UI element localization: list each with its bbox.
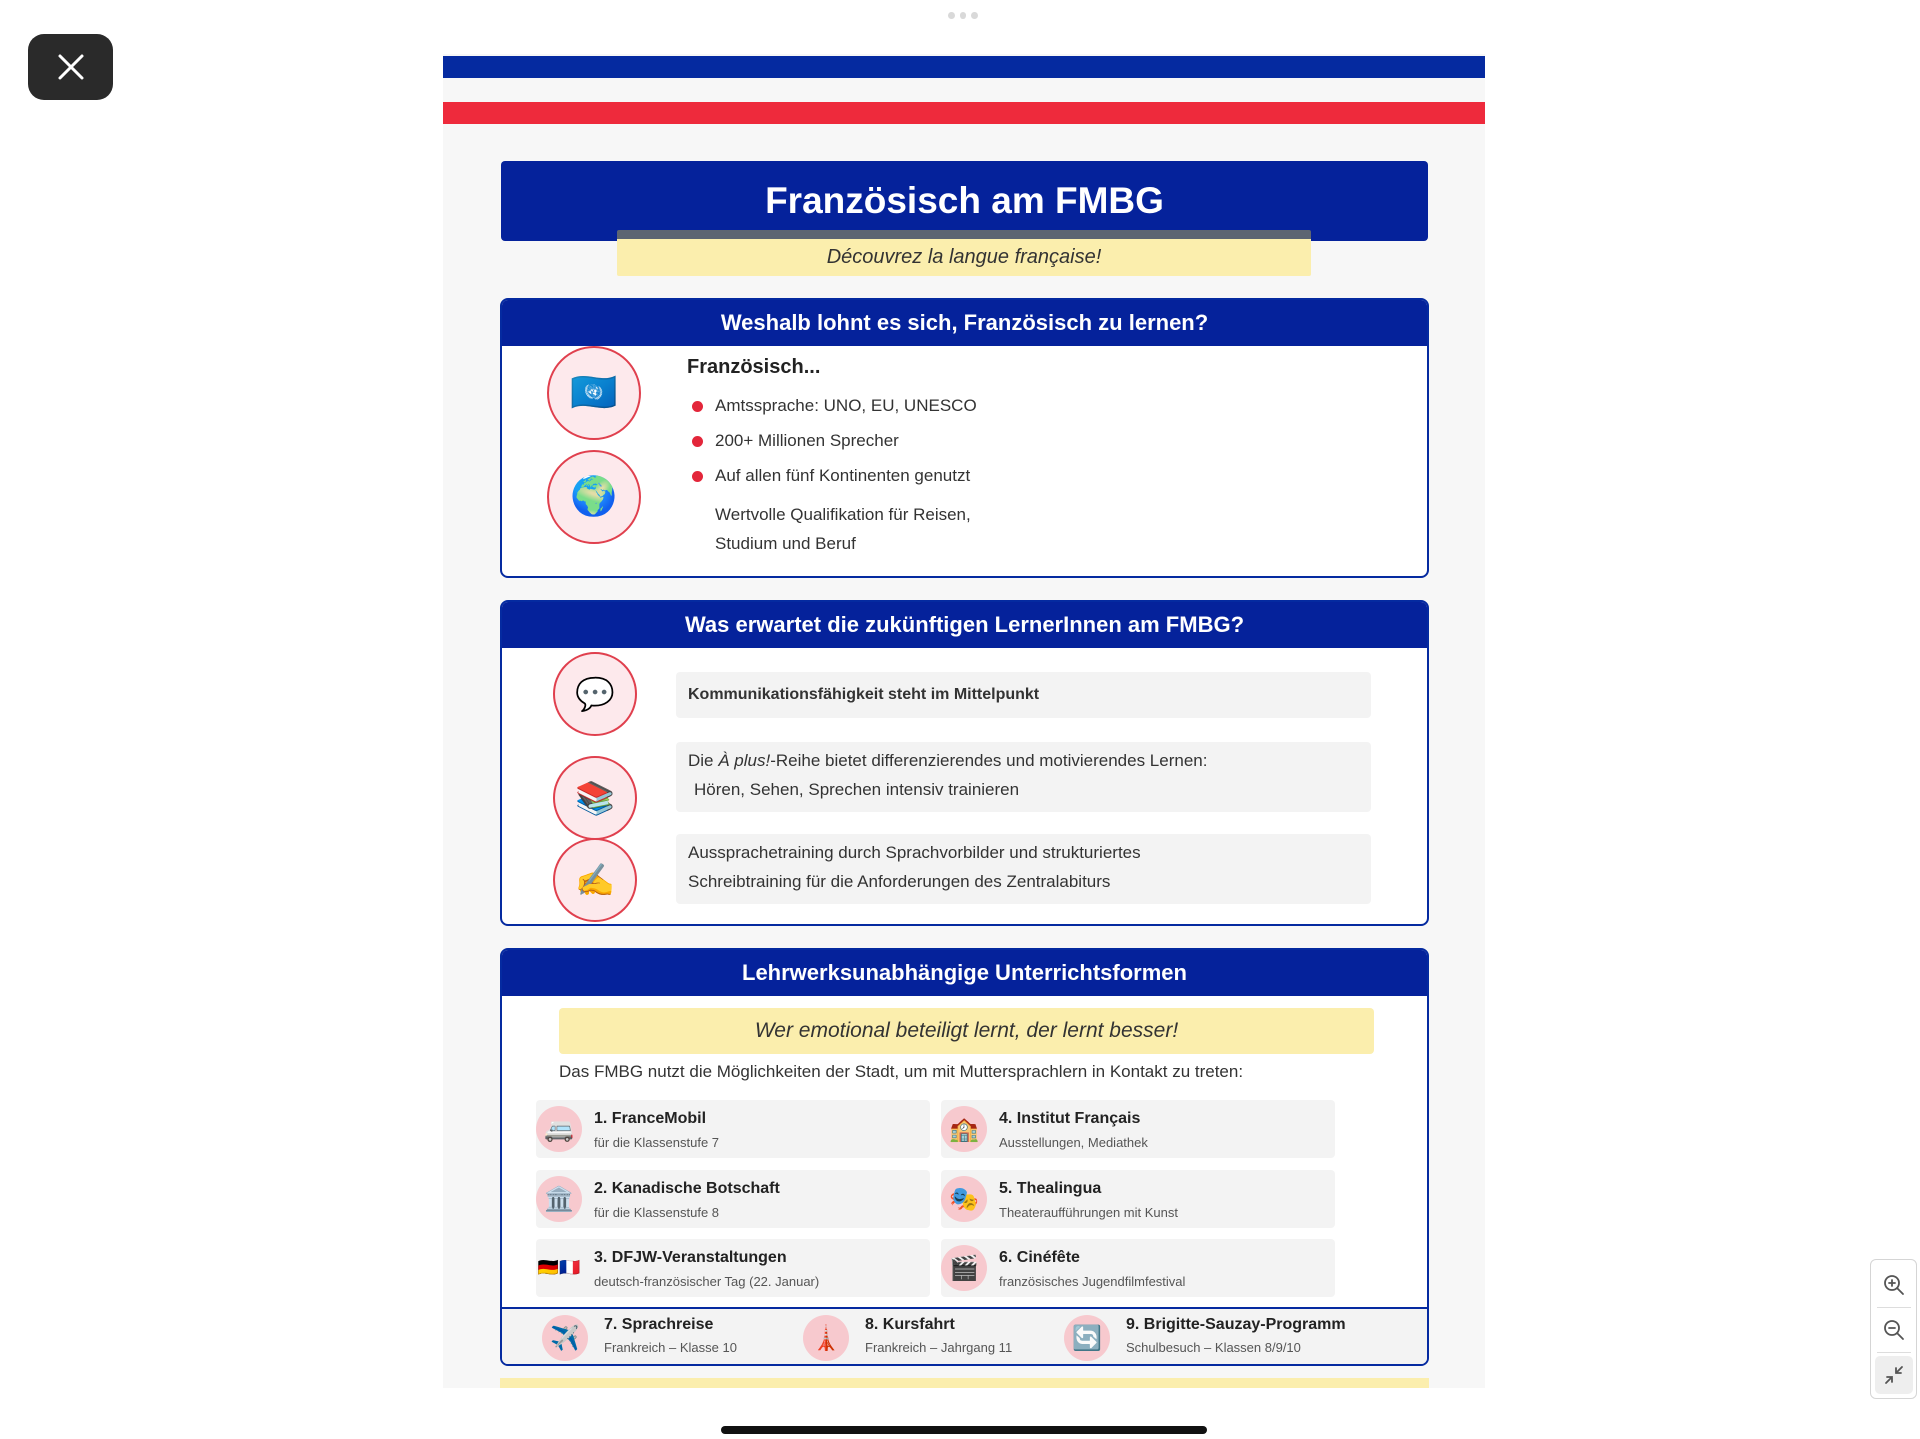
speech-bubble-icon: 💬 (553, 652, 637, 736)
section-why-french (500, 298, 1429, 578)
extra-line: Studium und Beruf (715, 534, 856, 553)
page-title: Französisch am FMBG (765, 180, 1164, 221)
home-indicator[interactable] (721, 1426, 1207, 1434)
writing-hand-icon: ✍️ (553, 838, 637, 922)
van-icon: 🚐 (536, 1106, 582, 1152)
exchange-icon: 🔄 (1064, 1315, 1110, 1361)
motto-banner: Wer emotional beteiligt lernt, der lernt besser! (559, 1008, 1374, 1054)
item-desc: für die Klassenstufe 7 (594, 1135, 720, 1150)
zoom-out-button[interactable] (1875, 1311, 1913, 1349)
item-desc: Theateraufführungen mit Kunst (999, 1205, 1178, 1220)
list-item (536, 1170, 930, 1228)
item-title: 4. Institut Français (999, 1110, 1141, 1127)
globe-icon: 🌍 (547, 450, 641, 544)
zoom-in-button[interactable] (1875, 1266, 1913, 1304)
list-item (941, 1100, 1335, 1158)
zoom-controls (1870, 1259, 1917, 1399)
divider (1877, 1352, 1911, 1353)
item-title: 6. Cinéfête (999, 1249, 1080, 1266)
close-icon (54, 50, 88, 84)
close-button[interactable] (28, 34, 113, 100)
collapse-icon (1882, 1363, 1906, 1387)
theater-masks-icon: 🎭 (941, 1176, 987, 1222)
card-text: Die (688, 751, 719, 770)
item-title: 3. DFJW-Veranstaltungen (594, 1249, 787, 1266)
item-title: 9. Brigitte-Sauzay-Programm (1126, 1316, 1346, 1333)
card-a-plus (676, 742, 1371, 812)
blue-stripe (443, 56, 1485, 78)
eiffel-tower-icon: 🗼 (803, 1315, 849, 1361)
item-title: 1. FranceMobil (594, 1110, 707, 1127)
item-desc: deutsch-französischer Tag (22. Januar) (594, 1274, 820, 1289)
list-item (941, 1170, 1335, 1228)
school-icon: 🏫 (941, 1106, 987, 1152)
document-page (443, 54, 1485, 1388)
item-desc: Frankreich – Klasse 10 (604, 1340, 737, 1355)
title-banner (501, 161, 1428, 241)
section-heading: Was erwartet die zukünftigen LernerInnen am FMBG? (502, 602, 1427, 648)
embassy-icon: 🏛️ (536, 1176, 582, 1222)
card-text: Schreibtraining für die Anforderungen des Zentralabiturs (688, 872, 1111, 891)
book-series-name: À plus! (718, 751, 771, 770)
list-item (941, 1239, 1335, 1297)
item-desc: Schulbesuch – Klassen 8/9/10 (1126, 1340, 1301, 1355)
zoom-in-icon (1882, 1273, 1906, 1297)
extra-line: Wertvolle Qualifikation für Reisen, (715, 505, 971, 524)
un-flag-icon: 🇺🇳 (547, 346, 641, 440)
intro-text: Das FMBG nutzt die Möglichkeiten der Stadt, um mit Muttersprachlern in Kontakt zu treten: (559, 1062, 1244, 1081)
section-teaching-forms (500, 948, 1429, 1366)
item-title: 5. Thealingua (999, 1180, 1102, 1197)
bullet-item: 200+ Millionen Sprecher (715, 431, 899, 450)
red-stripe (443, 102, 1485, 124)
item-title: 8. Kursfahrt (865, 1316, 955, 1333)
item-desc: französisches Jugendfilmfestival (999, 1274, 1186, 1289)
flags-icon: 🇩🇪🇫🇷 (537, 1258, 581, 1277)
item-title: 7. Sprachreise (604, 1316, 714, 1333)
list-item (536, 1239, 930, 1297)
bullet-item: Auf allen fünf Kontinenten genutzt (715, 466, 971, 485)
bottom-programs-row (502, 1307, 1429, 1366)
item-desc: Frankreich – Jahrgang 11 (865, 1340, 1013, 1355)
zoom-out-icon (1882, 1318, 1906, 1342)
item-desc: für die Klassenstufe 8 (594, 1205, 720, 1220)
bullet-item: Amtssprache: UNO, EU, UNESCO (715, 396, 977, 415)
card-communication: Kommunikationsfähigkeit steht im Mittelpunkt (676, 672, 1371, 718)
section-expectations (500, 600, 1429, 926)
card-text: -Reihe bietet differenzierendes und motivierendes Lernen: (770, 751, 1208, 770)
fit-page-button[interactable] (1875, 1356, 1913, 1394)
section-lead: Französisch... (687, 356, 821, 378)
card-text: Hören, Sehen, Sprechen intensiv trainieren (694, 780, 1020, 799)
item-desc: Ausstellungen, Mediathek (999, 1135, 1148, 1150)
drag-handle[interactable] (948, 12, 978, 22)
books-icon: 📚 (553, 756, 637, 840)
section-heading: Weshalb lohnt es sich, Französisch zu lernen? (502, 300, 1427, 346)
clapperboard-icon: 🎬 (941, 1245, 987, 1291)
card-text: Aussprachetraining durch Sprachvorbilder und strukturiertes (688, 843, 1141, 862)
section-heading: Lehrwerksunabhängige Unterrichtsformen (502, 950, 1427, 996)
next-section-edge (500, 1378, 1429, 1388)
divider (1877, 1307, 1911, 1308)
list-item (536, 1100, 930, 1158)
airplane-icon: ✈️ (542, 1315, 588, 1361)
card-pronunciation (676, 834, 1371, 904)
page-subtitle: Découvrez la langue française! (617, 230, 1311, 276)
item-title: 2. Kanadische Botschaft (594, 1180, 780, 1197)
